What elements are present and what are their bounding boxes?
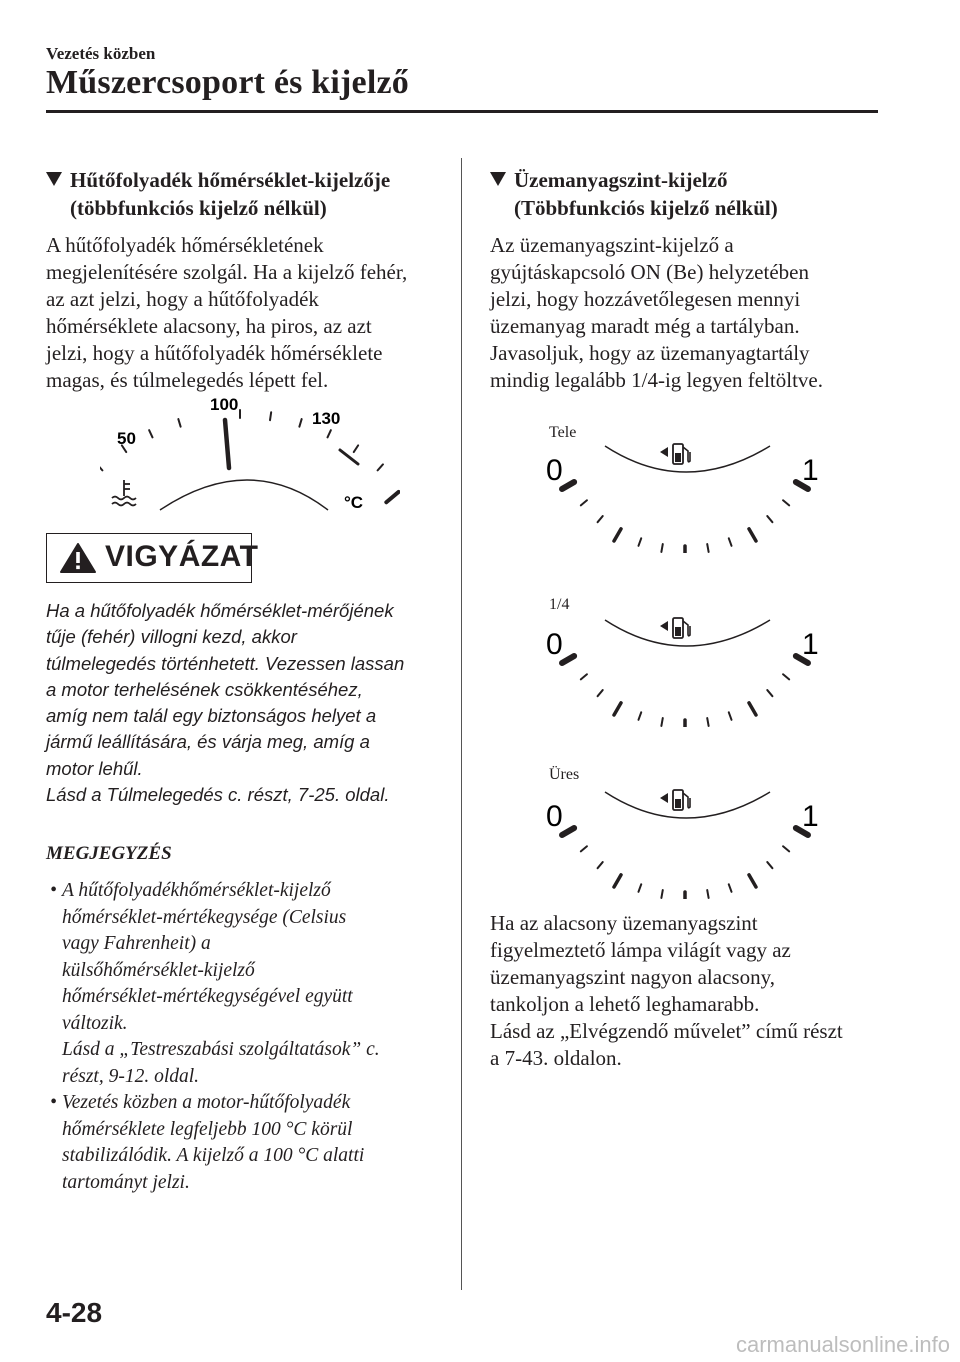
gauge-tick	[729, 884, 732, 892]
coolant-gauge	[100, 390, 400, 520]
gauge-tick	[707, 544, 708, 552]
gauge-min-label: 0	[546, 628, 563, 661]
gauge-tick	[562, 828, 574, 835]
gauge-tick	[767, 516, 772, 522]
warning-triangle-icon	[59, 542, 97, 574]
gauge-tick	[100, 464, 102, 470]
gauge-tick	[598, 862, 603, 868]
fuel-gauge-full	[530, 438, 830, 553]
gauge-tick	[767, 862, 772, 868]
gauge-tick	[598, 690, 603, 696]
gauge-tick	[386, 492, 398, 502]
fuel-gauge-label: Üres	[549, 766, 580, 783]
list-item: • Vezetés közben a motor-hűtőfolyadék hőmérséklete legfeljebb 100 °C körül stabilizálódik. A kijelző a 100 °C alatti tartományt jelzi.	[50, 1092, 365, 1193]
watermark: carmanualsonline.info	[735, 1332, 950, 1357]
gauge-tick	[581, 500, 587, 505]
fuel-gauge-label: Tele	[549, 424, 577, 441]
gauge-tick	[767, 690, 772, 696]
gauge-tick	[354, 445, 358, 452]
gauge-tick	[783, 846, 789, 851]
column-divider	[461, 158, 462, 1290]
gauge-tick	[661, 890, 662, 898]
gauge-max-label: 1	[802, 628, 819, 661]
coolant-temperature-icon	[112, 480, 136, 506]
gauge-tick	[598, 516, 603, 522]
section-label: Vezetés közben	[46, 44, 156, 63]
gauge-tick	[270, 412, 271, 420]
note-list	[46, 878, 446, 1196]
gauge-tick	[614, 703, 621, 715]
gauge-needle	[225, 420, 229, 468]
gauge-tick	[783, 674, 789, 679]
gauge-tick	[299, 419, 301, 427]
gauge-tick	[661, 544, 662, 552]
fuel-description: Az üzemanyagszint-kijelző a gyújtáskapcsoló ON (Be) helyzetében jelzi, hogy hozzávetőlegesen mennyi üzemanyag maradt még a tartályban. Javasoljuk, hogy az üzemanyagtartály mindig legalább 1/4-ig legyen feltöltve.	[490, 233, 823, 392]
gauge-tick	[729, 712, 732, 720]
triangle-marker-icon	[490, 172, 506, 186]
warning-text: Ha a hűtőfolyadék hőmérséklet-mérőjének tűje (fehér) villogni kezd, akkor túlmelegedés történhetett. Vezessen lassan a motor terhelésének csökkentéséhez, amíg nem talál egy biztonságos helyet a jármű leállítására, és várja meg, amíg a motor lehűl. Lásd a Túlmelegedés c. részt, 7-25. oldal.	[46, 600, 405, 806]
gauge-tick	[178, 419, 180, 427]
fuel-pump-icon	[660, 790, 690, 810]
gauge-tick	[638, 884, 641, 892]
gauge-min-label: 0	[546, 800, 563, 833]
gauge-tick	[581, 674, 587, 679]
gauge-max-label: 1	[802, 454, 819, 487]
page-title: Műszercsoport és kijelző	[46, 64, 409, 101]
note-title: MEGJEGYZÉS	[46, 843, 172, 864]
coolant-heading: Hűtőfolyadék hőmérséklet-kijelzője (többfunkciós kijelző nélkül)	[46, 166, 390, 222]
gauge-tick	[562, 482, 574, 489]
gauge-tick	[707, 890, 708, 898]
coolant-description: A hűtőfolyadék hőmérsékletének megjelenítésére szolgál. Ha a kijelző fehér, az azt jelzi, hogy a hűtőfolyadék hőmérséklete alacsony, ha piros, az azt jelzi, hogy a hűtőfolyadék hőmérséklete magas, és túlmelegedés lépett fel.	[46, 233, 408, 392]
gauge-label-50: 50	[117, 429, 136, 448]
fuel-footer-text: Ha az alacsony üzemanyagszint figyelmeztető lámpa világít vagy az üzemanyagszint nagyon alacsony, tankoljon a lehető leghamarabb. Lásd az „Elvégzendő művelet” című részt a 7-43. oldalon.	[490, 911, 843, 1070]
gauge-min-label: 0	[546, 454, 563, 487]
gauge-tick	[661, 718, 662, 726]
gauge-tick	[614, 875, 621, 887]
gauge-tick	[749, 703, 756, 715]
header-divider	[46, 110, 878, 113]
fuel-gauge-label: 1/4	[549, 596, 570, 613]
fuel-pump-icon	[660, 618, 690, 638]
gauge-tick	[707, 718, 708, 726]
fuel-gauge-quarter	[530, 612, 830, 727]
triangle-marker-icon	[46, 172, 62, 186]
gauge-tick	[614, 529, 621, 541]
gauge-tick	[327, 430, 330, 437]
fuel-gauge-empty	[530, 784, 830, 899]
gauge-tick	[562, 656, 574, 663]
gauge-tick	[729, 538, 732, 546]
gauge-arc	[160, 480, 328, 510]
warning-box	[46, 533, 259, 583]
gauge-tick	[581, 846, 587, 851]
fuel-pump-icon	[660, 444, 690, 464]
page-number: 4-28	[46, 1297, 103, 1328]
gauge-tick	[149, 430, 152, 437]
gauge-label-130: 130	[312, 409, 341, 428]
warning-label: VIGYÁZAT	[105, 540, 259, 573]
fuel-heading: Üzemanyagszint-kijelző (Többfunkciós kijelző nélkül)	[490, 166, 778, 222]
gauge-tick	[749, 529, 756, 541]
gauge-label-100: 100	[210, 395, 239, 414]
gauge-max-label: 1	[802, 800, 819, 833]
gauge-tick	[783, 500, 789, 505]
gauge-unit: °C	[344, 493, 364, 512]
gauge-tick	[638, 712, 641, 720]
gauge-ticks	[100, 410, 399, 502]
list-item: • A hűtőfolyadékhőmérséklet-kijelző hőmérséklet-mértékegysége (Celsius vagy Fahrenheit) a külsőhőmérséklet-kijelző hőmérséklet-mértékegységével együtt változik. Lásd a „Testreszabási szolgáltatások” c. részt, 9-12. oldal.	[50, 880, 380, 1087]
gauge-tick	[378, 464, 383, 470]
gauge-redzone-mark	[340, 450, 358, 464]
gauge-tick	[749, 875, 756, 887]
gauge-tick	[638, 538, 641, 546]
